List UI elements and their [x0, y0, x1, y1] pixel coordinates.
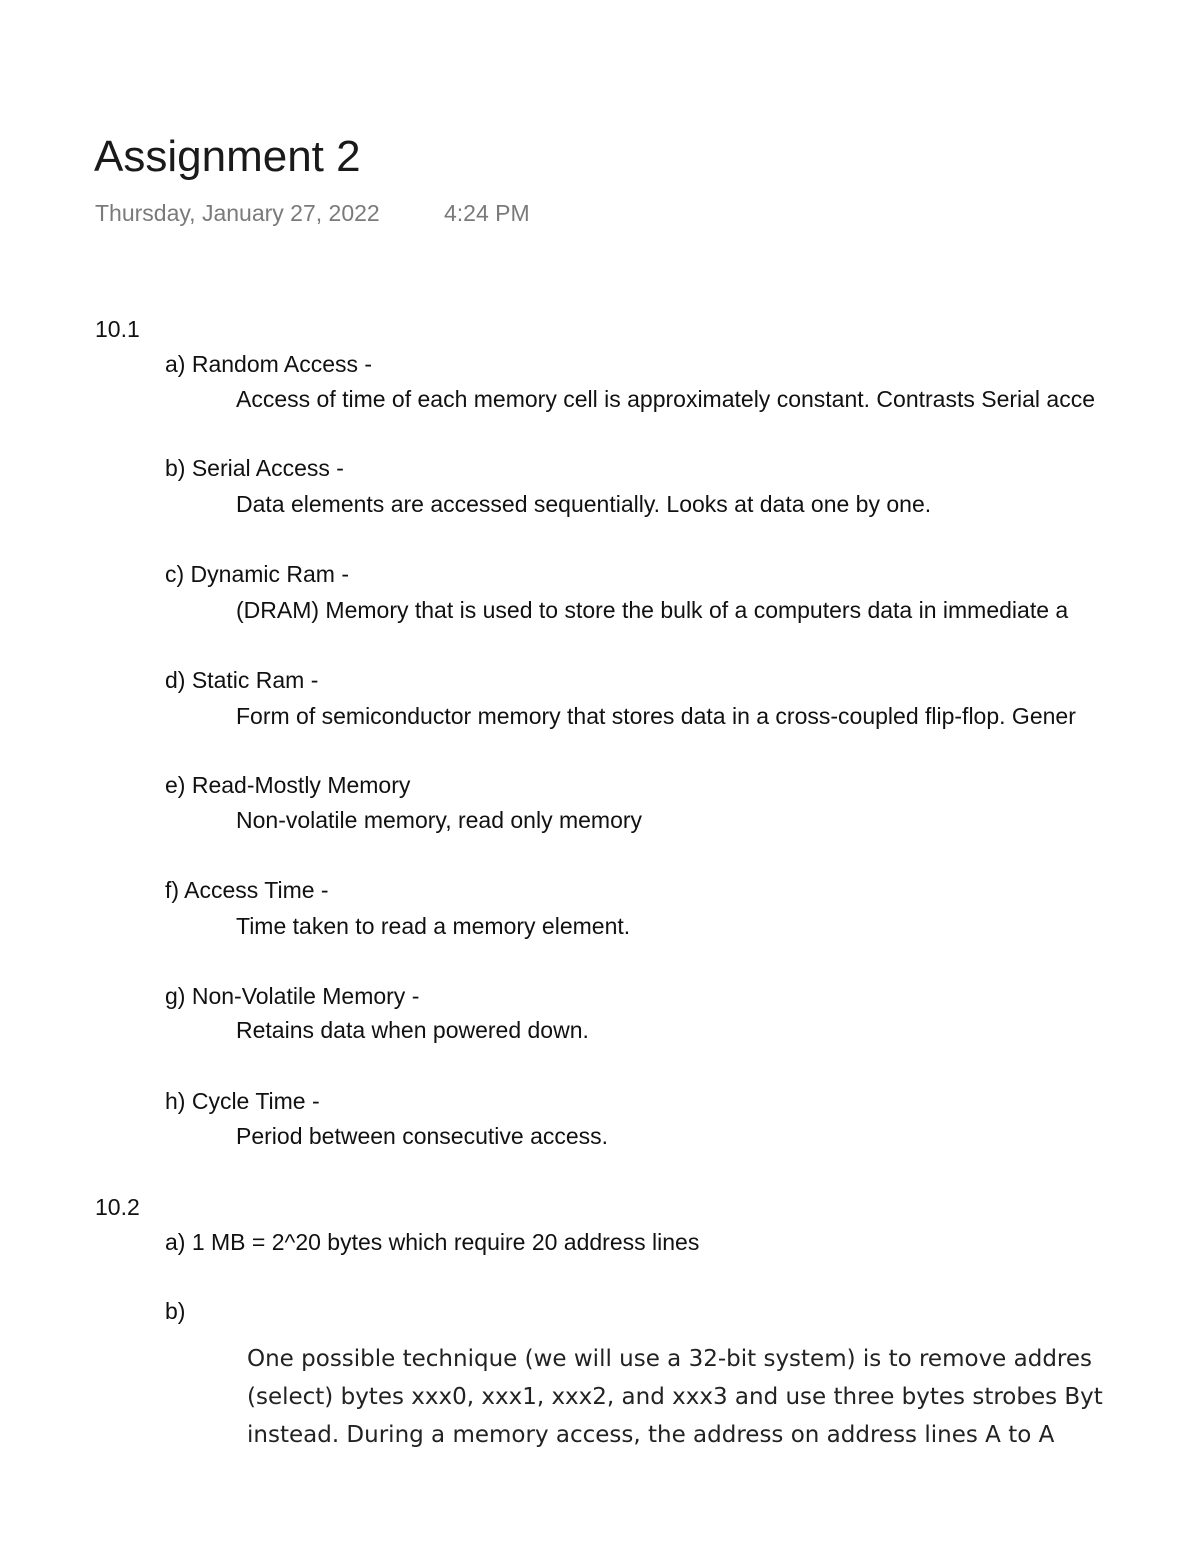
term-label: b) Serial Access -	[165, 455, 344, 481]
term-label: h) Cycle Time -	[165, 1088, 320, 1114]
term-label: a) Random Access -	[165, 351, 373, 377]
answer-line: One possible technique (we will use a 32-bit system) is to remove addres	[247, 1346, 1093, 1372]
answer-label: a) 1 MB = 2^20 bytes which require 20 address lines	[165, 1229, 700, 1255]
term-label: c) Dynamic Ram -	[165, 561, 350, 587]
term-label: d) Static Ram -	[165, 667, 319, 693]
section-number: 10.1	[95, 316, 140, 342]
term-label: g) Non-Volatile Memory -	[165, 983, 420, 1009]
answer-label: b)	[165, 1298, 186, 1324]
term-definition: Form of semiconductor memory that stores data in a cross-coupled flip-flop. Gener	[236, 703, 1076, 729]
section-number: 10.2	[95, 1194, 140, 1220]
page-title: Assignment 2	[94, 132, 361, 181]
term-definition: Retains data when powered down.	[236, 1017, 589, 1043]
pasted-answer-image	[247, 1340, 1200, 1448]
term-label: e) Read-Mostly Memory	[165, 772, 411, 798]
answer-line: (select) bytes xxx0, xxx1, xxx2, and xxx3 and use three bytes strobes Byt	[247, 1384, 1103, 1410]
page-time: 4:24 PM	[444, 200, 530, 226]
page-date: Thursday, January 27, 2022	[95, 200, 380, 226]
term-definition: Time taken to read a memory element.	[236, 913, 631, 939]
term-definition: (DRAM) Memory that is used to store the bulk of a computers data in immediate a	[236, 597, 1069, 623]
term-definition: Period between consecutive access.	[236, 1123, 609, 1149]
term-label: f) Access Time -	[165, 877, 329, 903]
term-definition: Non-volatile memory, read only memory	[236, 807, 643, 833]
term-definition: Access of time of each memory cell is approximately constant. Contrasts Serial acce	[236, 386, 1096, 412]
term-definition: Data elements are accessed sequentially. Looks at data one by one.	[236, 491, 932, 517]
answer-line: instead. During a memory access, the address on address lines A to A	[247, 1422, 1055, 1448]
